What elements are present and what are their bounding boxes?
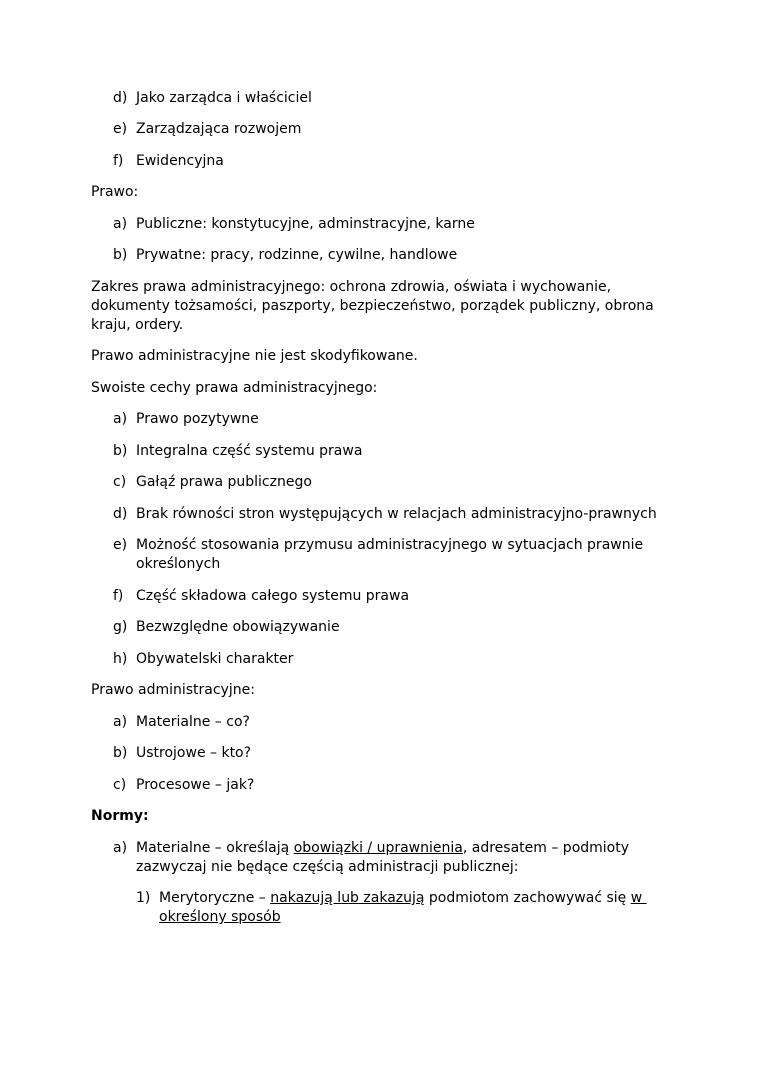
normy-item-text: , adresatem – podmioty	[462, 840, 630, 856]
list-label: d)	[113, 90, 128, 106]
list-item: Brak równości stron występujących w relacjach administracyjno-prawnych	[136, 506, 657, 522]
list-label: 1)	[136, 890, 151, 906]
list-item: Publiczne: konstytucyjne, adminstracyjne, karne	[136, 216, 475, 232]
zakres-line: kraju, ordery.	[91, 317, 184, 333]
list-item: Jako zarządca i właściciel	[136, 90, 312, 106]
list-label: a)	[113, 411, 128, 427]
list-label: e)	[113, 121, 128, 137]
cechy-heading: Swoiste cechy prawa administracyjnego:	[91, 380, 378, 396]
underlined-text: określony sposób	[159, 909, 281, 925]
list-label: b)	[113, 745, 128, 761]
list-item: Integralna część systemu prawa	[136, 443, 363, 459]
zakres-line: dokumenty tożsamości, paszporty, bezpieczeństwo, porządek publiczny, obrona	[91, 298, 654, 314]
underlined-text: obowiązki / uprawnienia	[293, 840, 463, 856]
list-label: d)	[113, 506, 128, 522]
list-item: Materialne – co?	[136, 714, 250, 730]
list-item: Ewidencyjna	[136, 153, 224, 169]
list-label: a)	[113, 216, 128, 232]
list-label: b)	[113, 443, 128, 459]
underlined-text: w	[630, 890, 647, 906]
list-label: a)	[113, 714, 128, 730]
normy-item-line	[136, 839, 629, 858]
list-item: Ustrojowe – kto?	[136, 745, 252, 761]
list-label: h)	[113, 651, 128, 667]
list-item: Obywatelski charakter	[136, 651, 294, 667]
list-item: Zarządzająca rozwojem	[136, 121, 302, 137]
normy-sub-text: Merytoryczne –	[159, 890, 271, 906]
normy-item-line: zazwyczaj nie będące częścią administracji publicznej:	[136, 859, 519, 875]
skodyfikowane-text: Prawo administracyjne nie jest skodyfikowane.	[91, 348, 418, 364]
normy-sub-line	[159, 889, 647, 908]
list-item: Możność stosowania przymusu administracyjnego w sytuacjach prawnie	[136, 537, 644, 553]
list-label: c)	[113, 474, 127, 490]
zakres-line: Zakres prawa administracyjnego: ochrona zdrowia, oświata i wychowanie,	[91, 279, 612, 295]
list-label: b)	[113, 247, 128, 263]
prawo-heading: Prawo:	[91, 184, 139, 200]
list-item: Procesowe – jak?	[136, 777, 255, 793]
pa-heading: Prawo administracyjne:	[91, 682, 255, 698]
list-item: Prawo pozytywne	[136, 411, 259, 427]
normy-heading: Normy:	[91, 808, 149, 824]
normy-sub-text: podmiotom zachowywać się	[424, 890, 631, 906]
list-label: c)	[113, 777, 127, 793]
normy-item-text: Materialne – określają	[136, 840, 294, 856]
list-item: Prywatne: pracy, rodzinne, cywilne, handlowe	[136, 247, 458, 263]
list-item: Bezwzględne obowiązywanie	[136, 619, 340, 635]
list-label: f)	[113, 588, 124, 604]
underlined-text: nakazują lub zakazują	[270, 890, 425, 906]
list-label: e)	[113, 537, 128, 553]
list-item: Gałąź prawa publicznego	[136, 474, 312, 490]
list-label: f)	[113, 153, 124, 169]
list-item: Część składowa całego systemu prawa	[136, 588, 410, 604]
list-label: a)	[113, 840, 128, 856]
list-label: g)	[113, 619, 128, 635]
list-item-continued: określonych	[136, 556, 221, 572]
